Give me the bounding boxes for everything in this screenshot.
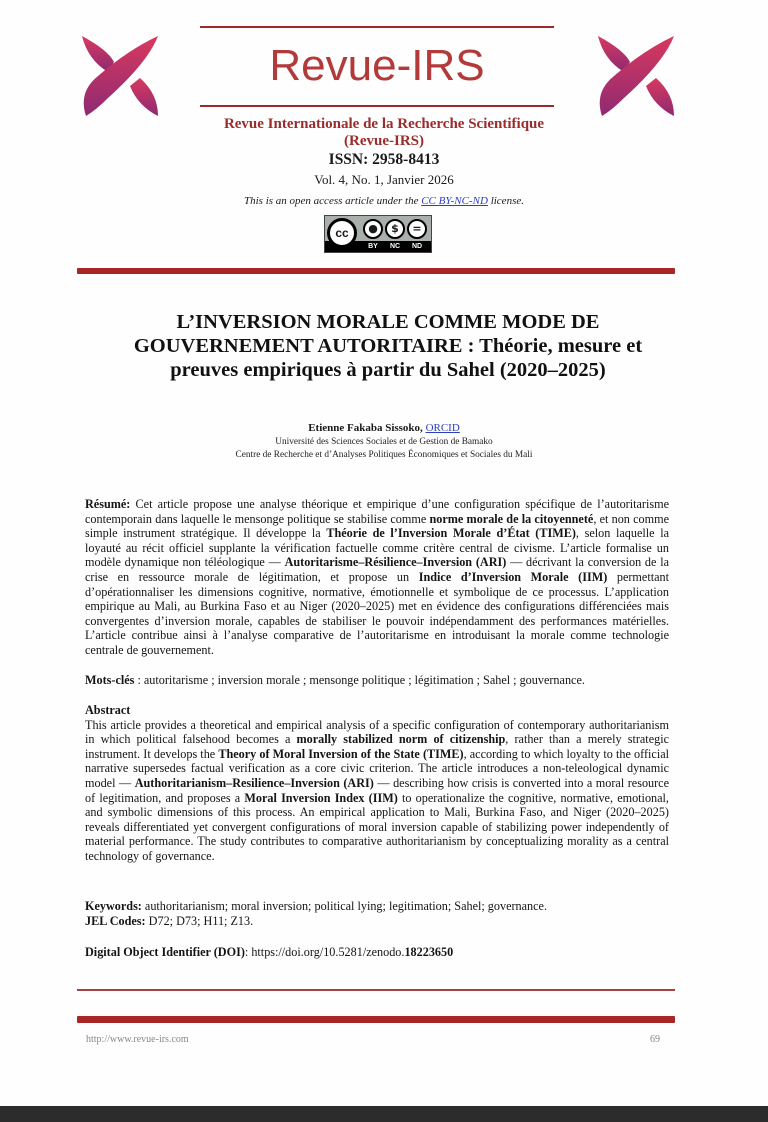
text: authoritarianism; moral inversion; political lying; legitimation; Sahel; governance. xyxy=(141,899,548,913)
emphasis: Autoritarisme–Résilience–Inversion (ARI) xyxy=(284,555,507,570)
footer-rule-thin xyxy=(77,989,675,991)
resume-label: Résumé: xyxy=(85,497,131,511)
text: to operationalize the cognitive, normative, emotional, and symbolic dimensions of this process. An empirical application to Mali, Burkina Faso, and Niger (2020–2025) reveals differentiated yet convergent configurations of moral inversion capable of stabilizing power independently of material performance. The study contributes to comparative authoritarianism by conceptualizing morality as a central technology of governance. xyxy=(85,790,669,863)
footer-url[interactable]: http://www.revue-irs.com xyxy=(86,1034,189,1045)
text: , according to which loyalty to the official narrative supersedes factual verification as a core civic criterion. The article introduces a non-teleological dynamic model — xyxy=(85,746,669,790)
abstract-paragraph xyxy=(85,718,669,864)
doi-id: 18223650 xyxy=(404,945,454,959)
text: — décrivant la conversion de la crise en ressource morale de légitimation, et propose un xyxy=(85,555,669,584)
journal-wordmark: Revue-IRS xyxy=(269,41,485,90)
mots-cles-label: Mots-clés xyxy=(85,673,135,687)
doi-label: Digital Object Identifier (DOI) xyxy=(85,945,245,959)
article-title xyxy=(100,310,676,382)
author-line xyxy=(0,422,768,434)
license-statement: This is an open access article under the CC BY-NC-ND license. xyxy=(244,195,524,207)
badge-label-by: BY xyxy=(368,243,378,250)
text: — describing how crisis is converted into a moral resource of legitimation, and proposes a xyxy=(85,775,670,805)
header-rule xyxy=(77,268,675,274)
author-name: Etienne Fakaba Sissoko, xyxy=(308,422,426,434)
text: Cet article propose une analyse théorique et empirique d’une configuration spécifique de l’autoritarisme contemporain dans laquelle le mensonge politique se stabilise comme xyxy=(85,497,669,526)
journal-name xyxy=(0,116,768,150)
jel-label: JEL Codes: xyxy=(85,913,146,928)
abstract-section xyxy=(85,703,669,864)
emphasis: Authoritarianism–Resilience–Inversion (ARI) xyxy=(134,775,374,790)
badge-label-nd: ND xyxy=(411,243,423,250)
cc-icon: cc xyxy=(327,218,357,248)
journal-name-line: Revue Internationale de la Recherche Scientifique xyxy=(223,116,545,132)
nd-noderivatives-icon: = xyxy=(407,219,427,239)
revue-irs-logo-icon xyxy=(594,32,678,118)
text: : autoritarisme ; inversion morale ; mensonge politique ; légitimation ; Sahel ; gouvernance. xyxy=(134,673,585,687)
doi-link[interactable]: : https://doi.org/10.5281/zenodo. xyxy=(244,945,405,959)
title-line: GOUVERNEMENT AUTORITAIRE : Théorie, mesure et xyxy=(133,335,643,357)
revue-irs-logo-icon xyxy=(78,32,162,118)
by-attribution-icon: ● xyxy=(363,219,383,239)
badge-label-nc: NC xyxy=(389,243,401,250)
license-link[interactable]: CC BY-NC-ND xyxy=(421,195,488,207)
affiliation: Université des Sciences Sociales et de Gestion de Bamako xyxy=(275,437,493,447)
text: permettant d’opérationnaliser les dimensions cognitive, normative, émotionnelle et symbolique de ce processus. L’application empirique au Mali, au Burkina Faso et au Niger (2020–2025) met en évidence des configurations différenciées mais convergentes d’inversion morale, capables de stabiliser le pouvoir indépendamment des performances matérielles. L’article contribue ainsi à l’analyse comparative de l’autoritarisme en introduisant la morale comme technologie centrale de gouvernement. xyxy=(85,569,669,657)
keywords-section xyxy=(85,899,669,928)
footer-rule-thick xyxy=(77,1016,675,1023)
text: This article provides a theoretical and empirical analysis of a specific configuration of contemporary authoritarianism in which political falsehood becomes a xyxy=(85,717,669,747)
jel-codes xyxy=(85,914,669,929)
title-line: L’INVERSION MORALE COMME MODE DE xyxy=(176,311,600,333)
title-line: preuves empiriques à partir du Sahel (2020–2025) xyxy=(170,359,606,381)
emphasis: Moral Inversion Index (IIM) xyxy=(244,790,398,805)
text: D72; D73; H11; Z13. xyxy=(145,913,254,928)
cc-license-badge[interactable] xyxy=(324,215,432,253)
nc-noncommercial-icon: $ xyxy=(385,219,405,239)
emphasis: Théorie de l’Inversion Morale d’État (TIME) xyxy=(326,526,576,541)
doi-line xyxy=(85,945,669,960)
issn: ISSN: 2958-8413 xyxy=(328,151,440,168)
abstract-heading: Abstract xyxy=(85,703,131,717)
text: , selon laquelle la loyauté au récit officiel supplante la vérification factuelle comme critère central de civisme. L’article formalise un modèle dynamique non téléologique — xyxy=(85,526,669,570)
masthead-divider xyxy=(200,26,554,28)
emphasis: morally stabilized norm of citizenship xyxy=(296,732,506,747)
keywords xyxy=(85,899,669,914)
mots-cles xyxy=(85,673,669,688)
page-number: 69 xyxy=(650,1034,660,1045)
emphasis: Indice d’Inversion Morale (IIM) xyxy=(418,569,608,584)
text: , rather than a merely strategic instrument. It develops the xyxy=(85,732,669,761)
emphasis: Theory of Moral Inversion of the State (TIME) xyxy=(218,746,464,761)
keywords-label: Keywords: xyxy=(85,899,142,913)
masthead-divider xyxy=(200,105,554,107)
journal-name-abbrev: (Revue-IRS) xyxy=(344,133,424,149)
emphasis: norme morale de la citoyenneté xyxy=(429,511,594,526)
orcid-link[interactable]: ORCID xyxy=(425,422,460,434)
viewer-bottom-bar xyxy=(0,1106,768,1122)
text: , et non comme simple instrument stratégique. Il développe la xyxy=(85,511,669,541)
affiliation: Centre de Recherche et d’Analyses Politiques Économiques et Sociales du Mali xyxy=(235,450,533,460)
volume-issue: Vol. 4, No. 1, Janvier 2026 xyxy=(314,172,454,187)
resume-paragraph xyxy=(85,497,669,658)
